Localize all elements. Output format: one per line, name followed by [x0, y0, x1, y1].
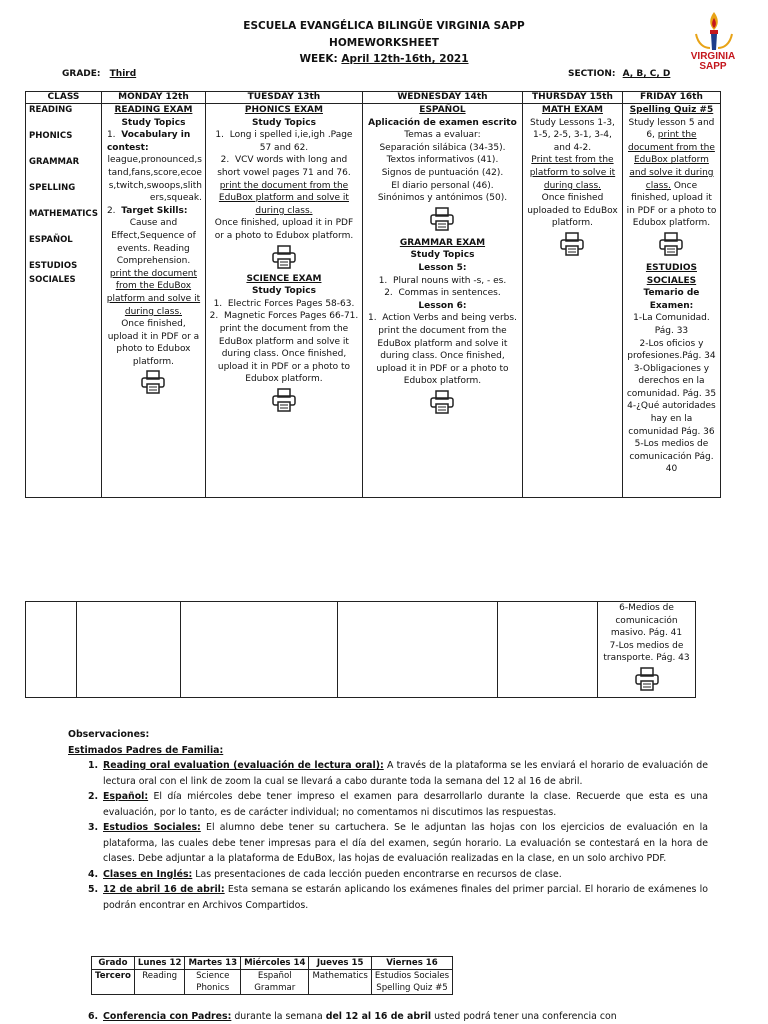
wednesday-instructions: print the document from the EduBox platform and solve it during class. Once finished, upload it in PDF or a photo to Edubox platform. — [376, 325, 509, 387]
header-monday: MONDAY 12th — [101, 92, 205, 104]
section-line — [568, 69, 674, 79]
summary-header-viernes: Viernes 16 — [371, 957, 452, 970]
exam-summary-header-row — [92, 957, 453, 970]
wednesday-topic-3: Signos de puntuación (42). — [381, 167, 504, 178]
class-spelling: SPELLING — [29, 183, 76, 193]
observation-item: 3. Estudios Sociales: El alumno debe tener su cartuchera. Se le adjuntan las hojas con los ejercicios de evaluación en la plataforma, las cuales debe tener impresas para el día del examen, según horario. La evaluación se contestará en la hora de clases. Debe adjuntar a la plataforma de EduBox, las hojas de evaluación realizadas en la clase, en un solo archivo PDF. — [88, 822, 708, 864]
cont-thursday-cell — [498, 602, 598, 698]
exam-summary-table — [91, 956, 453, 995]
monday-target-skills: Cause and Effect,Sequence of events. Reading Comprehension. — [111, 218, 196, 267]
printer-icon — [429, 390, 455, 414]
friday-topic-4: 4-¿Qué autoridades hay en la comunidad Pág. 36 — [627, 401, 716, 437]
cont-tuesday-cell — [181, 602, 338, 698]
observation-item: 2. Español: El día miércoles debe tener impreso el examen para desarrollarlo durante la clase. Recuerde que esta es una evaluación, por lo tanto, es de carácter individual; no comentamos ni discutimos las respuestas. — [88, 791, 708, 818]
tuesday-item-4: 2. Magnetic Forces Pages 66-71. — [209, 311, 359, 322]
summary-header-martes: Martes 13 — [185, 957, 241, 970]
header-friday: FRIDAY 16th — [622, 92, 720, 104]
thursday-study-lessons: Study Lessons 1-3, 1-5, 2-5, 3-1, 3-4, and 4-2. — [529, 117, 615, 153]
summary-thursday: Mathematics — [309, 970, 371, 995]
observations — [68, 727, 708, 913]
wednesday-lesson-6: Lesson 6: — [418, 300, 467, 311]
week-label: WEEK: — [299, 53, 338, 65]
wednesday-item-2: 2. Commas in sentences. — [384, 288, 501, 299]
wednesday-item-3: 1. Action Verbs and being verbs. — [367, 313, 517, 324]
cont-monday-cell — [77, 602, 181, 698]
monday-study-topics: Study Topics — [121, 117, 186, 128]
printer-icon — [140, 370, 166, 394]
wednesday-title: ESPAÑOL — [419, 105, 466, 115]
class-phonics: PHONICS — [29, 131, 73, 141]
wednesday-cell — [362, 104, 522, 498]
summary-monday: Reading — [134, 970, 185, 995]
schedule-table-continued — [25, 601, 696, 698]
friday-text: Study lesson 5 and 6, print the document from the EduBox platform and solve it during class. Once finished, upload it in PDF or a photo to Edubox platform. — [626, 117, 717, 229]
wednesday-lesson-5: Lesson 5: — [418, 262, 467, 273]
header-tuesday: TUESDAY 13th — [205, 92, 362, 104]
printer-icon — [429, 207, 455, 231]
friday-topic-2: 2-Los oficios y profesiones.Pág. 34 — [627, 338, 716, 362]
observation-item: 4. Clases en Inglés: Las presentaciones de cada lección pueden encontrarse en recursos de clase. — [88, 868, 562, 880]
wednesday-item-1: 1. Plural nouns with -s, - es. — [378, 275, 507, 286]
schedule-table — [25, 91, 721, 498]
class-grammar: GRAMMAR — [29, 157, 80, 167]
monday-upload-instructions: Once finished, upload it in PDF or a photo to Edubox platform. — [107, 319, 200, 367]
friday-cell — [622, 104, 720, 498]
exam-summary-row — [92, 970, 453, 995]
friday-temario: Temario de Examen: — [643, 288, 700, 311]
tuesday-item-3: 1. Electric Forces Pages 58-63. — [213, 298, 355, 309]
friday-social-title: ESTUDIOS SOCIALES — [645, 262, 697, 286]
wednesday-topic-4: El diario personal (46). — [391, 180, 494, 191]
thursday-upload-instructions: Once finished uploaded to EduBox platform. — [527, 193, 618, 229]
printer-icon — [271, 388, 297, 412]
printer-icon — [559, 232, 585, 256]
observations-title: Observaciones: — [68, 729, 150, 740]
friday-topic-1: 1-La Comunidad. Pág. 33 — [633, 313, 710, 336]
thursday-print-instructions: Print test from the platform to solve it during class. — [529, 155, 616, 191]
tuesday-study-topics: Study Topics — [251, 117, 316, 128]
tuesday-science-study-topics: Study Topics — [251, 286, 316, 297]
monday-vocab-list: league,pronounced,stand,fans,score,ecoes,twitch,swoops,slithers,squeak. — [107, 155, 202, 204]
wednesday-topic-1: Separación silábica (34-35). — [379, 142, 506, 153]
printer-icon — [271, 245, 297, 269]
week-dates: April 12th-16th, 2021 — [341, 53, 469, 65]
wednesday-study-topics: Study Topics — [410, 250, 475, 261]
observations-subtitle: Estimados Padres de Familia: — [68, 744, 224, 756]
summary-tuesday: Science Phonics — [185, 970, 241, 995]
summary-friday: Estudios Sociales Spelling Quiz #5 — [371, 970, 452, 995]
friday-topic-6: 6-Medios de comunicación masivo. Pág. 41 — [610, 603, 683, 639]
header-thursday: THURSDAY 15th — [522, 92, 622, 104]
cont-friday-cell — [598, 602, 696, 698]
monday-print-instructions: print the document from the EduBox platform and solve it during class. — [106, 268, 201, 317]
observation-item: 1. Reading oral evaluation (evaluación de lectura oral): A través de la plataforma se les enviará el horario de evaluación de lectura oral con el link de zoom la cual se llevará a cabo durante toda la semana del 12 al 16 de abril. — [88, 760, 708, 787]
observation-item: 5. 12 de abril 16 de abril: Esta semana se estarán aplicando los exámenes finales del primer parcial. El horario de exámenes lo podrán encontrar en Archivos Compartidos. — [88, 884, 708, 911]
tuesday-science-instructions: print the document from the EduBox platform and solve it during class. Once finished, upload it in PDF or a photo to Edubox platform. — [217, 323, 351, 385]
school-name: ESCUELA EVANGÉLICA BILINGÜE VIRGINIA SAPP — [243, 20, 525, 32]
schedule-continued-row — [26, 602, 696, 698]
class-reading: READING — [29, 105, 73, 115]
wednesday-grammar-title: GRAMMAR EXAM — [399, 237, 486, 248]
tuesday-title: PHONICS EXAM — [244, 105, 323, 115]
summary-header-miercoles: Miércoles 14 — [241, 957, 309, 970]
grade-line — [62, 69, 142, 79]
tuesday-print-instructions: print the document from the EduBox platform and solve it during class. — [218, 180, 349, 216]
friday-topic-7: 7-Los medios de transporte. Pág. 43 — [603, 640, 690, 664]
summary-header-lunes: Lunes 12 — [134, 957, 185, 970]
observation-item-6: 6. Conferencia con Padres: durante la semana del 12 al 16 de abril usted podrá tener una conferencia con — [88, 1011, 617, 1022]
class-estudios: ESTUDIOS — [29, 261, 78, 271]
section-label: SECTION: — [568, 69, 616, 79]
wednesday-subtitle: Aplicación de examen escrito — [368, 117, 517, 128]
grade-value: Third — [109, 69, 137, 79]
header-class: CLASS — [26, 92, 102, 104]
cont-class-cell — [26, 602, 77, 698]
class-sociales: SOCIALES — [29, 275, 76, 285]
summary-header-jueves: Jueves 15 — [309, 957, 371, 970]
monday-cell — [101, 104, 205, 498]
schedule-header-row — [26, 92, 721, 104]
summary-header-grado: Grado — [92, 957, 135, 970]
monday-title: READING EXAM — [114, 105, 193, 115]
wednesday-topic-2: Textos informativos (41). — [386, 155, 499, 166]
thursday-cell — [522, 104, 622, 498]
logo-wordmark: VIRGINIA SAPP — [690, 51, 736, 72]
cont-wednesday-cell — [338, 602, 498, 698]
printer-icon — [634, 667, 660, 691]
document-title: HOMEWORKSHEET — [329, 37, 439, 49]
class-mathematics: MATHEMATICS — [29, 209, 98, 219]
section-value: A, B, C, D — [622, 69, 671, 79]
class-list — [26, 104, 102, 498]
schedule-body-row — [26, 104, 721, 498]
header-wednesday: WEDNESDAY 14th — [362, 92, 522, 104]
friday-topic-3: 3-Obligaciones y derechos en la comunidad. Pág. 35 — [626, 363, 717, 399]
tuesday-upload-instructions: Once finished, upload it in PDF or a photo to Edubox platform. — [214, 218, 354, 241]
wednesday-topic-5: Sinónimos y antónimos (50). — [377, 193, 508, 204]
thursday-title: MATH EXAM — [541, 105, 603, 115]
tuesday-cell — [205, 104, 362, 498]
tuesday-item-2: 2. VCV words with long and short vowel pages 71 and 76. — [217, 155, 351, 178]
friday-topic-5: 5-Los medios de comunicación Pág. 40 — [629, 439, 714, 475]
grade-label: GRADE: — [62, 69, 101, 79]
friday-title: Spelling Quiz #5 — [629, 105, 714, 115]
class-espanol: ESPAÑOL — [29, 235, 73, 245]
summary-grade: Tercero — [92, 970, 135, 995]
tuesday-science-title: SCIENCE EXAM — [246, 273, 322, 284]
wednesday-topics-label: Temas a evaluar: — [404, 130, 481, 141]
printer-icon — [658, 232, 684, 256]
tuesday-item-1: 1. Long i spelled i,ie,igh .Page 57 and 62. — [215, 130, 353, 153]
summary-wednesday: Español Grammar — [241, 970, 309, 995]
monday-item-1: 1. Vocabulary in contest: — [106, 130, 191, 153]
week-line — [0, 53, 768, 65]
monday-item-2: 2. Target Skills: — [106, 205, 188, 216]
